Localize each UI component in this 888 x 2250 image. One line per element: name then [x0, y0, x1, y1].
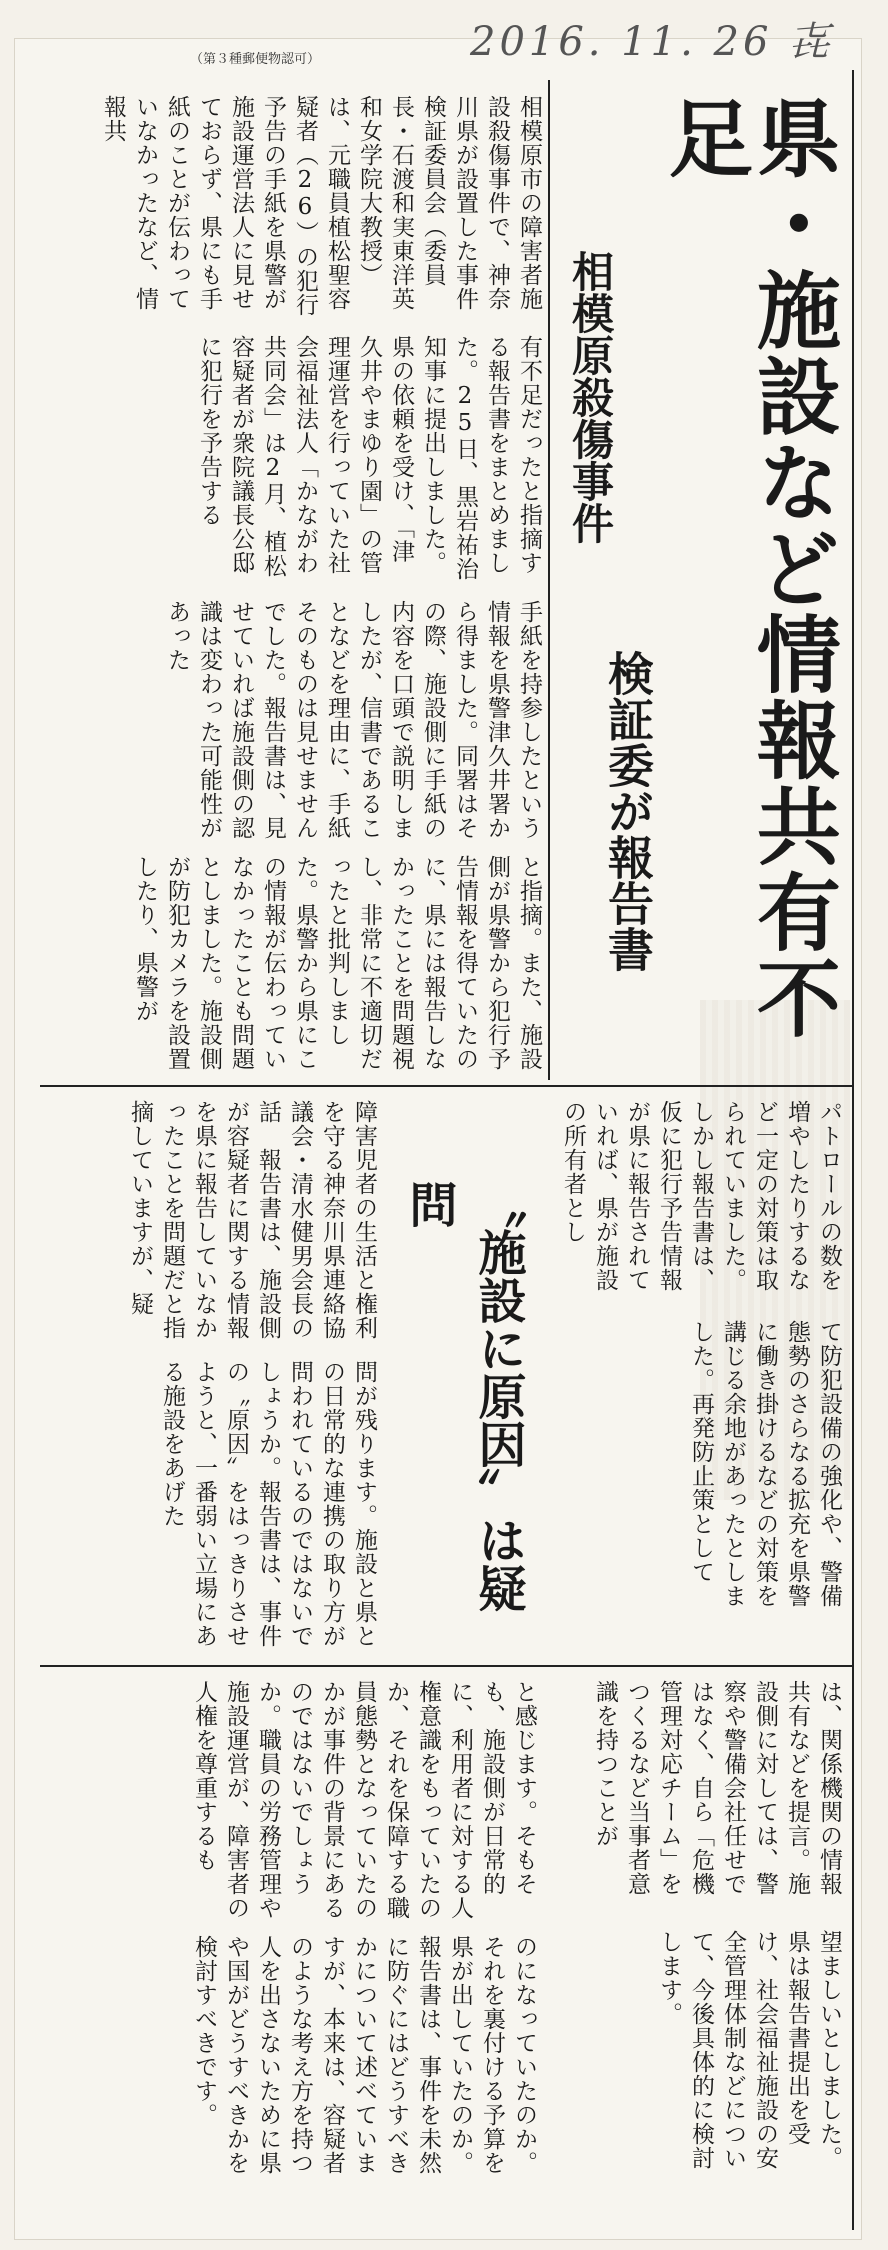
section-divider [40, 1085, 852, 1087]
article-column-8: 望ましいとしました。県は報告書提出を受け、社会福祉施設の安全管理体制などについて、今後具体的に検討します。 [656, 1930, 842, 2170]
comment-column-4: のになっていたのか。それを裏付ける予算を県が出していたのか。報告書は、事件を未然に防ぐにはどうすべきかについて述べていますが、本来は、容疑者のような考え方を持つ人を出さないために県や国がどうすべきかを検討すべきです。 [191, 1935, 537, 2175]
comment-column-3: と感じます。そもそも、施設側が日常的に、利用者に対する人権意識をもっていたのか、それを保障する職員態勢となっていたのかが事件の背景にあるのではないでしょうか。職員の労務管理や施設運営が、障害者の人権を尊重するも [191, 1680, 537, 1920]
comment-column-2: 問が残ります。施設と県との日常的な連携の取り方が問われているのではないでしょうか。報告書は、事件の〝原因〟をはっきりさせようと、一番弱い立場にある施設をあげた [159, 1360, 377, 1648]
article-column-7: は、関係機関の情報共有などを提言。施設側に対しては、警察や警備会社任せではなく、自ら「危機管理対応チーム」をつくるなど当事者意識を持つことが [592, 1680, 842, 1896]
right-border-rule [852, 70, 854, 2230]
article-column-6: て防犯設備の強化や、警備態勢のさらなる拡充を県警に働き掛けるなどの対策を講じる余地があったとしました。再発防止策として [688, 1320, 842, 1608]
handwritten-date: 2016. 11. 26 㐂 [470, 19, 834, 65]
headline-divider [548, 80, 550, 1080]
article-column-3: 手紙を持参したという情報を県警津久井署から得ました。同署はその際、施設側に手紙の内容を口頭で説明しましたが、信書であることなどを理由に、手紙そのものは見せませんでした。報告書は、見せていれば施設側の認識は変わった可能性があった [164, 600, 542, 840]
subhead-report: 検証委が報告書 [601, 650, 655, 972]
subhead-case: 相模原殺傷事件 [566, 250, 615, 544]
section-subhead: 〝施設に原因〟は疑問 [401, 1180, 526, 1612]
lower-divider [40, 1665, 852, 1667]
headline: 県・施設など情報共有不足 [655, 95, 842, 1041]
comment-column-1: 障害児者の生活と権利を守る神奈川県連絡協議会・清水健男会長の話 報告書は、施設側が容疑者に関する情報を県に報告していなかったことを問題だと指摘していますが、疑 [127, 1100, 377, 1340]
article-column-4: と指摘。また、施設側が県警から犯行予告情報を得ていたのに、県には報告しなかったことを問題視し、非常に不適切だったと批判しました。県警から県にこの情報が伝わっていなかったことも問題としました。施設側が防犯カメラを設置したり、県警が [132, 855, 542, 1071]
article-column-2: 有不足だったと指摘する報告書をまとめました。25日、黒岩祐治知事に提出しました。県の依頼を受け、「津久井やまゆり園」の管理運営を行っていた社会福祉法人「かながわ共同会」は2月、植松容疑者が衆院議長公邸に犯行を予告する [196, 335, 542, 581]
article-column-1: 相模原市の障害者施設殺傷事件で、神奈川県が設置した事件検証委員会（委員長・石渡和実東洋英和女学院大教授）は、元職員植松聖容疑者（26）の犯行予告の手紙を県警が施設運営法人に見せておらず、県にも手紙のことが伝わっていなかったなど、情報共 [100, 95, 542, 317]
postal-permit-note: （第３種郵便物認可） [190, 52, 321, 67]
article-column-5: パトロールの数を増やしたりするなど一定の対策は取られていました。しかし報告書は、仮に犯行予告情報が県に報告されていれば、県が施設の所有者とし [560, 1100, 842, 1292]
